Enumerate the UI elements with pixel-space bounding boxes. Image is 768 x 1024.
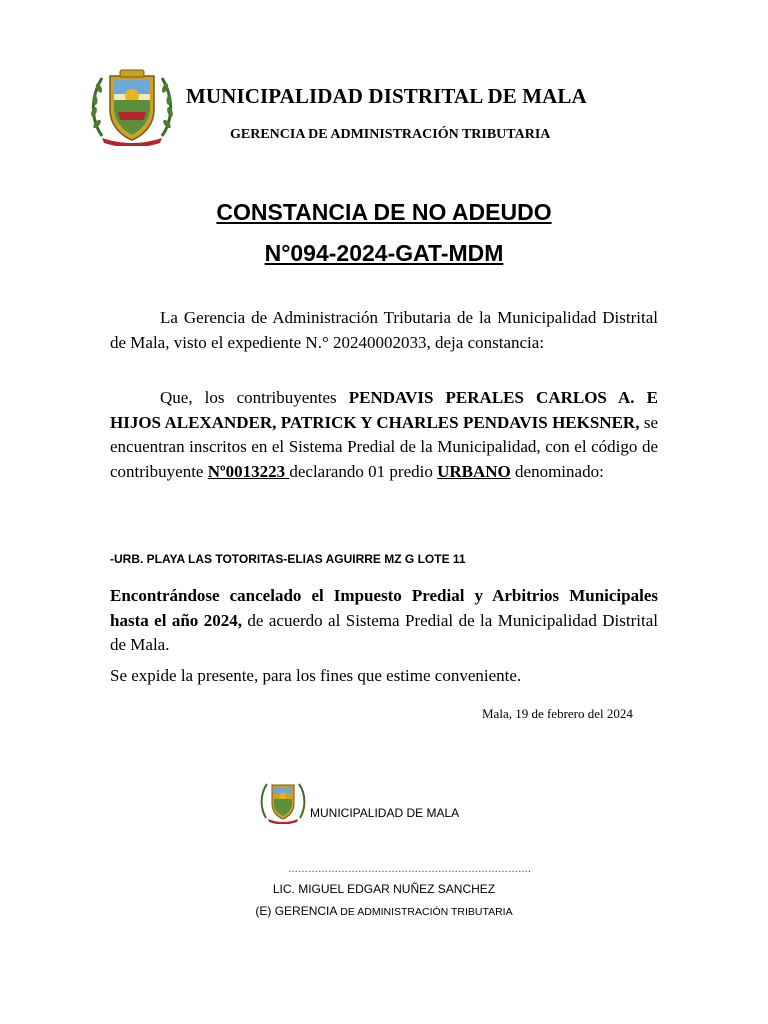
property-type: URBANO: [437, 461, 511, 481]
signature-line: ……………………………………………………………….: [288, 864, 531, 875]
contributors-intro: Que, los contribuyentes: [160, 388, 349, 407]
stamp-seal-icon: [260, 778, 306, 824]
status-rest: de acuerdo al Sistema Predial de la Municipalidad Distrital de Mala.: [110, 610, 658, 654]
office-subtitle: GERENCIA DE ADMINISTRACIÓN TRIBUTARIA: [230, 127, 551, 142]
issue-date: Mala, 19 de febrero del 2024: [482, 706, 633, 721]
role-rest: DE ADMINISTRACIÓN TRIBUTARIA: [337, 906, 513, 918]
signatory-role: [0, 904, 768, 918]
status-bold: Encontrándose cancelado el Impuesto Predial y Arbitrios Municipales hasta el año 2024,: [110, 586, 658, 630]
contributor-code: Nº0013223: [207, 461, 290, 481]
signatory-name: LIC. MIGUEL EDGAR NUÑEZ SANCHEZ: [272, 882, 496, 896]
paragraph-status: [110, 584, 658, 658]
declared-text: declarando 01 predio: [289, 461, 438, 481]
contributors-names: PENDAVIS PERALES CARLOS A. E HIJOS ALEXANDER, PATRICK Y CHARLES PENDAVIS HEKSNER,: [110, 388, 658, 432]
paragraph-intro: La Gerencia de Administración Tributaria de la Municipalidad Distrital de Mala, visto el expediente N.° 20240002033, deja constancia:: [110, 308, 658, 352]
property-address: -URB. PLAYA LAS TOTORITAS-ELIAS AGUIRRE MZ G LOTE 11: [110, 552, 466, 566]
role-prefix: (E) GERENCIA: [255, 904, 338, 918]
contributors-end: denominado:: [510, 461, 604, 481]
municipal-coat-of-arms-icon: [88, 64, 176, 146]
paragraph-contributors: [110, 386, 658, 484]
paragraph-issuance: Se expide la presente, para los fines que estime conveniente.: [110, 666, 522, 685]
document-number: N°094-2024-GAT-MDM: [264, 240, 504, 266]
contributors-middle: se encuentran inscritos en el Sistema Predial de la Municipalidad, con el código de contribuyente: [110, 412, 658, 481]
municipality-title: MUNICIPALIDAD DISTRITAL DE MALA: [186, 84, 587, 108]
document-title: CONSTANCIA DE NO ADEUDO: [216, 199, 552, 225]
stamp-label: MUNICIPALIDAD DE MALA: [310, 806, 460, 820]
